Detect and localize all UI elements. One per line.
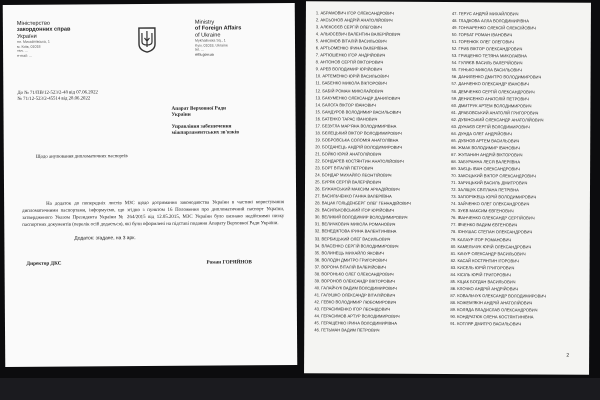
list-column-right	[450, 10, 580, 328]
list-item: 38. ВОРОНЬКО ОЛЕГ ОЛЕКСАНДРОВИЧ	[314, 271, 394, 277]
list-item: 68. ЗАБУРАННА ЛЕСЯ ВАЛЕРІЇВНА	[451, 159, 521, 165]
list-item: 48. ГЛАДКОВА АЛЛА ВОЛОДИМИРІВНА	[451, 18, 529, 24]
list-item: 79. КАЛАУР ІГОР РОМАНОВИЧ	[450, 236, 512, 242]
body-paragraph: На додаток до попередніх листів МЗС щодо дотримання законодавства України в частині користування дипломатичними паспортами, інформуємо, що згідно з пунктом 16 Положення про дипломатичний паспорт України, затвердженого Указом Президента України № 264/2015 від 12.05.2015, МЗС України було визнано недійсними низку паспортних документів (перелік осіб додається), які були оформлені на підставі подання Апарату Верховної Ради України.	[22, 200, 285, 229]
list-item: 58. ДЕМЧЕНКО СЕРГІЙ ОЛЕКСАНДРОВИЧ	[451, 88, 535, 94]
list-item: 65. ДУБНОВ АРТЕМ ВАСИЛЬОВИЧ	[451, 137, 520, 144]
list-item: 72. ЗАЛІЩУК СВІТЛАНА ПЕТРІВНА	[450, 187, 519, 193]
reference-line: № 71/12-523/2-45514 від 28.06.2022	[17, 96, 91, 103]
trident-emblem-icon	[137, 26, 157, 53]
addressee	[171, 105, 281, 136]
list-item: 74. ЗАЙЧЕНКО ОЛЕГ ОЛЕКСАНДРОВИЧ	[450, 201, 530, 207]
list-column-left	[314, 9, 444, 334]
header-ua-small: тел. ...	[17, 49, 28, 54]
list-item: 82. КАСАЙ КОСТЯНТИН ІГОРОВИЧ	[450, 257, 519, 264]
list-item: 66. ЖМАК ВОЛОДИМИР ІВАНОВИЧ	[451, 144, 520, 151]
list-item: 42. ГЕВКО ВОЛОДИМИР ЛЮБОМИРОВИЧ	[314, 299, 397, 305]
addressee-line: Апарат Верховної Ради	[171, 105, 227, 112]
list-item: 78. ІОНУШАС СТЕПАН ОЛЕКСАНДРОВИЧ	[450, 229, 533, 235]
list-item: 81. КАЧУР ОЛЕКСАНДР ВАСИЛЬОВИЧ	[450, 250, 526, 257]
list-item: 15. БАНДУРОВ ВОЛОДИМИР ВАСИЛЬОВИЧ	[315, 108, 402, 115]
list-item: 30. ВЕЛИКИЙ ВОЛОДИМИР ВОЛОДИМИРОВИЧ	[314, 214, 408, 221]
list-item: 35. ВОЛИНЕЦЬ МИХАЙЛО ЯКОВИЧ	[314, 249, 385, 256]
list-item: 51. ГОРЕНЮК ОЛЕГ ОЛЕГОВИЧ	[451, 39, 514, 45]
dark-border-bottom	[0, 378, 600, 400]
list-item: 33. ВЕРБИЦЬКИЙ ОЛЕГ ВАСИЛЬОВИЧ	[314, 235, 391, 242]
list-item: 32. ВЕНЕДІКТОВА ІРИНА ВАЛЕНТИНІВНА	[314, 228, 397, 235]
list-item: 75. ЗУЄВ МАКСИМ ЄВГЕНОВИЧ	[450, 208, 514, 214]
list-item: 22. БОНДАРЕВ КОСТЯНТИН АНАТОЛІЙОВИЧ	[315, 158, 404, 164]
list-item: 63. ДУНАЄВ СЕРГІЙ ВОЛОДИМИРОВИЧ	[451, 123, 530, 130]
list-item: 13. БАКУМЕНКО ОЛЕКСАНДР ДАНИЛОВИЧ	[315, 94, 401, 101]
list-item: 16. БАТЕНКО ТАРАС ІВАНОВИЧ	[315, 116, 378, 122]
list-item: 62. ДУБІНСЬКИЙ ОЛЕКСАНДР АНАТОЛІЙОВИЧ	[451, 116, 544, 123]
list-item: 34. ВЛАСЕНКО СЕРГІЙ ВОЛОДИМИРОВИЧ	[314, 242, 399, 249]
header-en-line: of Ukraine	[194, 32, 221, 39]
header-en-line: of Foreign Affairs	[194, 25, 242, 33]
name-list-page	[304, 1, 591, 374]
list-item: 3. АЛЄКСЄЄВ СЕРГІЙ ОЛЕГОВИЧ	[315, 24, 382, 30]
list-item: 40. ГАЛАЙЧУК ВАДИМ ВОЛОДИМИРОВИЧ	[314, 285, 397, 291]
list-item: 8. АНТОНОВ СЕРГІЙ ВІКТОРОВИЧ	[315, 59, 384, 65]
header-ua-small: e-mail: ...	[17, 53, 32, 58]
list-item: 55. ГУНЬКО МИКОЛА ВАСИЛЬОВИЧ	[451, 67, 522, 73]
header-en-email: mfa.gov.ua	[195, 52, 214, 57]
list-item: 61. ДРАБОВСЬКИЙ АНАТОЛІЙ ГРИГОРОВИЧ	[451, 109, 539, 116]
list-item: 11. БАБЕНКО МИКОЛА ВІКТОРОВИЧ	[315, 80, 387, 87]
list-item: 21. БОЙКО ЮРІЙ АНАТОЛІЙОВИЧ	[315, 151, 382, 157]
reference-numbers	[17, 90, 98, 103]
list-item: 37. ВОРОНА ВІТАЛІЙ ВАЛЕРІЙОВИЧ	[314, 263, 387, 270]
list-item: 86. КЛОЧКО АНДРІЙ АНДРІЙОВИЧ	[450, 285, 519, 292]
list-item: 59. ДЕНИСЕНКО АНАТОЛІЙ ПЕТРОВИЧ	[451, 95, 529, 101]
list-item: 17. БЕЗУГЛА МАР'ЯНА ВОЛОДИМИРІВНА	[315, 123, 397, 129]
list-item: 53. ГРИЩЕНКО ТЕТЯНА МИКОЛАЇВНА	[451, 53, 527, 59]
list-item: 27. ВАСИЛЬЧЕНКО ГАННА ВАЛЕРІЇВНА	[314, 193, 392, 199]
header-en-small: Kyiv, 01018, Ukraine	[195, 43, 228, 48]
list-item: 91. КОТЛЯР ДМИТРО ВАСИЛЬОВИЧ	[450, 321, 522, 327]
list-item: 1. АБРАМОВИЧ ІГОР ОЛЕКСАНДРОВИЧ	[315, 10, 394, 16]
list-item: 29. ВАСИЛЬКОВСЬКИЙ ІГОР ЮРІЙОВИЧ	[314, 207, 395, 214]
list-item: 23. БОРТ ВІТАЛІЙ ПЕТРОВИЧ	[315, 165, 374, 171]
list-item: 54. ГУЛЯЄВ ВАСИЛЬ ВАЛЕРІЙОВИЧ	[451, 60, 523, 66]
list-item: 80. КАМЕЛЬЧУК ЮРІЙ ОЛЕКСАНДРОВИЧ	[450, 243, 532, 249]
addressee-line: Управління забезпечення	[171, 123, 232, 130]
list-item: 70. ЗАКОЦЬКИЙ ВІКТОР ОЛЕКСАНДРОВИЧ	[451, 173, 536, 179]
ministry-header-ua	[17, 20, 127, 58]
header-en-small: tel. ...	[195, 48, 204, 53]
list-item: 76. ІВАНЧЕНКО ОЛЕКСАНДР СЕРГІЙОВИЧ	[450, 215, 535, 221]
list-item: 71. ЗАРИЦЬКИЙ ВАСИЛЬ ДМИТРОВИЧ	[451, 180, 528, 186]
list-item: 24. БОНДАР МИХАЙЛО ЛЕОНТІЙОВИЧ	[315, 172, 392, 178]
list-item: 57. ДАНЧЕНКО ОЛЕКСАНДР ІВАНОВИЧ	[451, 81, 530, 87]
letter-body	[22, 199, 284, 229]
signature-title: Директор ДКС	[26, 260, 62, 267]
addressee-line: України	[171, 112, 191, 119]
list-item: 84. КІСІЛЬ ЮРІЙ ГРИГОРОВИЧ	[450, 271, 511, 278]
list-item: 67. ЖУПАНИН АНДРІЙ ВІКТОРОВИЧ	[451, 151, 523, 158]
reference-line: До № 71/ПВ/12-523/2-48 від 07.06.2022	[17, 90, 98, 96]
list-item: 50. ГОРБАТ РОМАН ІВАНОВИЧ	[451, 32, 513, 38]
header-ua-line: України	[16, 33, 37, 40]
list-item: 47. ГЕРУС АНДРІЙ МИХАЙЛОВИЧ	[451, 11, 519, 17]
list-item: 41. ГАЛУШКО ОЛЕКСАНДР ВІТАЛІЙОВИЧ	[314, 292, 396, 298]
header-ua-line: Міністерство	[16, 20, 51, 27]
list-item: 10. АРТЕМЕНКО ЮРІЙ ВАСИЛЬОВИЧ	[315, 73, 389, 80]
header-en-line: Ministry	[194, 19, 215, 26]
list-item: 19. БОБРОВСЬКА СОЛОМІЯ АНАТОЛІЇВНА	[315, 137, 399, 143]
header-ua-small: пл. Михайлівська, 1	[16, 39, 50, 45]
addressee-line: міжпарламентських зв'язків	[171, 129, 240, 137]
list-item: 18. БЄЛЕЦЬКИЙ ВІКТОР ВОЛОДИМИРОВИЧ	[315, 130, 402, 136]
list-item: 5. АНІСІМОВ ВІТАЛІЙ ВАСИЛЬОВИЧ	[315, 38, 387, 44]
list-item: 89. КОЛЯДА ВЛАДИСЛАВ ОЛЕКСАНДРОВИЧ	[450, 306, 538, 313]
list-item: 25. БУРЯК СЕРГІЙ ВАЛЕРІЙОВИЧ	[315, 179, 382, 185]
list-item: 90. КОНДРАТЮК ОЛЕНА КОСТЯНТИНІВНА	[450, 314, 534, 320]
list-item: 39. ВОРОНОВ ОЛЕКСАНДР ВІКТОРОВИЧ	[314, 278, 396, 284]
list-item: 87. КОВАЛЬЧУК ОЛЕКСАНДР ВОЛОДИМИРОВИЧ	[450, 292, 547, 299]
list-item: 77. ІВЧЕНКО ВАДИМ ЄВГЕНОВИЧ	[450, 222, 518, 228]
list-item: 26. БУЖАНСЬКИЙ МАКСИМ АРКАДІЙОВИЧ	[314, 186, 400, 192]
list-item: 31. ВЕЛИЧКОВИЧ МИКОЛА РОМАНОВИЧ	[314, 221, 396, 228]
list-item: 36. ВОЛОДІН ДМИТРО ГРИГОРОВИЧ	[314, 256, 387, 263]
list-item: 56. ДАНИЛЕНКО ДМИТРО ВОЛОДИМИРОВИЧ	[451, 74, 542, 80]
list-item: 73. ЗАПОРІЖЕЦЬ ЮРІЙ ВОЛОДИМИРОВИЧ	[450, 194, 537, 200]
list-item: 44. ГЕРАСИМОВ АРТУР ВОЛОДИМИРОВИЧ	[314, 313, 400, 319]
page-number: 2	[566, 352, 570, 359]
list-item: 12. БАБІЙ РОМАН МИКОЛАЙОВИЧ	[315, 87, 384, 94]
list-item: 52. ГРИБ ВІКТОР ОЛЕКСАНДРОВИЧ	[451, 46, 523, 52]
list-item: 6. АРТЬОМЕНКО ІРИНА ВАЛЕРІЇВНА	[315, 45, 388, 51]
list-item: 88. КОЖЕМ'ЯКІН АНДРІЙ АНАТОЛІЙОВИЧ	[450, 299, 533, 306]
list-item: 4. АЛЬЮСЕВИЧ ВАЛЕНТИН ВАЛЕРІЙОВИЧ	[315, 31, 401, 37]
list-item: 9. АРЕВ ВОЛОДИМИР ЮРІЙОВИЧ	[315, 66, 383, 73]
letter-page	[3, 3, 298, 367]
list-item: 83. КИСЕЛЬ ЮРІЙ ГРИГОРОВИЧ	[450, 264, 515, 271]
signature-name: Роман ГОРЯЙНОВ	[206, 259, 252, 266]
list-item: 60. ДМИТРУК АРТЕМ ВОЛОДИМИРОВИЧ	[451, 102, 532, 109]
list-item: 49. ГОНЧАРЕНКО ОЛЕКСІЙ ОЛЕКСІЙОВИЧ	[451, 25, 536, 31]
list-item: 28. ВАЦАК ГОЛЬДЕНБЕРГ ОЛЕГ ГЕННАДІЙОВИЧ	[314, 200, 411, 207]
header-ua-line: закордонних справ	[16, 26, 71, 34]
list-item: 20. БОГДАНЕЦЬ АНДРІЙ ВОЛОДИМИРОВИЧ	[315, 144, 403, 150]
list-item: 7. АРТЮШЕНКО ІГОР АНДРІЙОВИЧ	[315, 52, 386, 58]
letter-subject: Щодо анулювання дипломатичних паспортів	[35, 154, 128, 160]
list-item: 43. ГЕРАСИМЕНКО ІГОР ЛЕОНІДОВИЧ	[314, 306, 391, 312]
list-item: 64. ДУНДА ОЛЕГ АНДРІЙОВИЧ	[451, 130, 512, 137]
list-item: 46. ГЕТЬМАН ВАДИМ ПЕТРОВИЧ	[314, 327, 380, 333]
list-item: 45. ГЕРАЩЕНКО ІРИНА ВОЛОДИМИРІВНА	[314, 320, 397, 326]
list-item: 69. ЗАЄЦЬ ІВАН ОЛЕКСАНДРОВИЧ	[451, 166, 520, 172]
header-en-small: Mykhailivska Sq., 1	[194, 38, 226, 43]
list-item: 85. КІЦАК БОГДАН ВАСИЛЬОВИЧ	[450, 278, 516, 285]
header-ua-small: м. Київ, 01018	[17, 44, 41, 49]
list-item: 14. БАЛОГА ВІКТОР ІВАНОВИЧ	[315, 101, 377, 108]
attachment-note: Додаток: згадане, на 3 арк.	[74, 236, 136, 242]
ministry-header-en	[195, 19, 285, 57]
list-item: 2. АКСЬОНОВ АНДРІЙ АНАТОЛІЙОВИЧ	[315, 17, 393, 23]
